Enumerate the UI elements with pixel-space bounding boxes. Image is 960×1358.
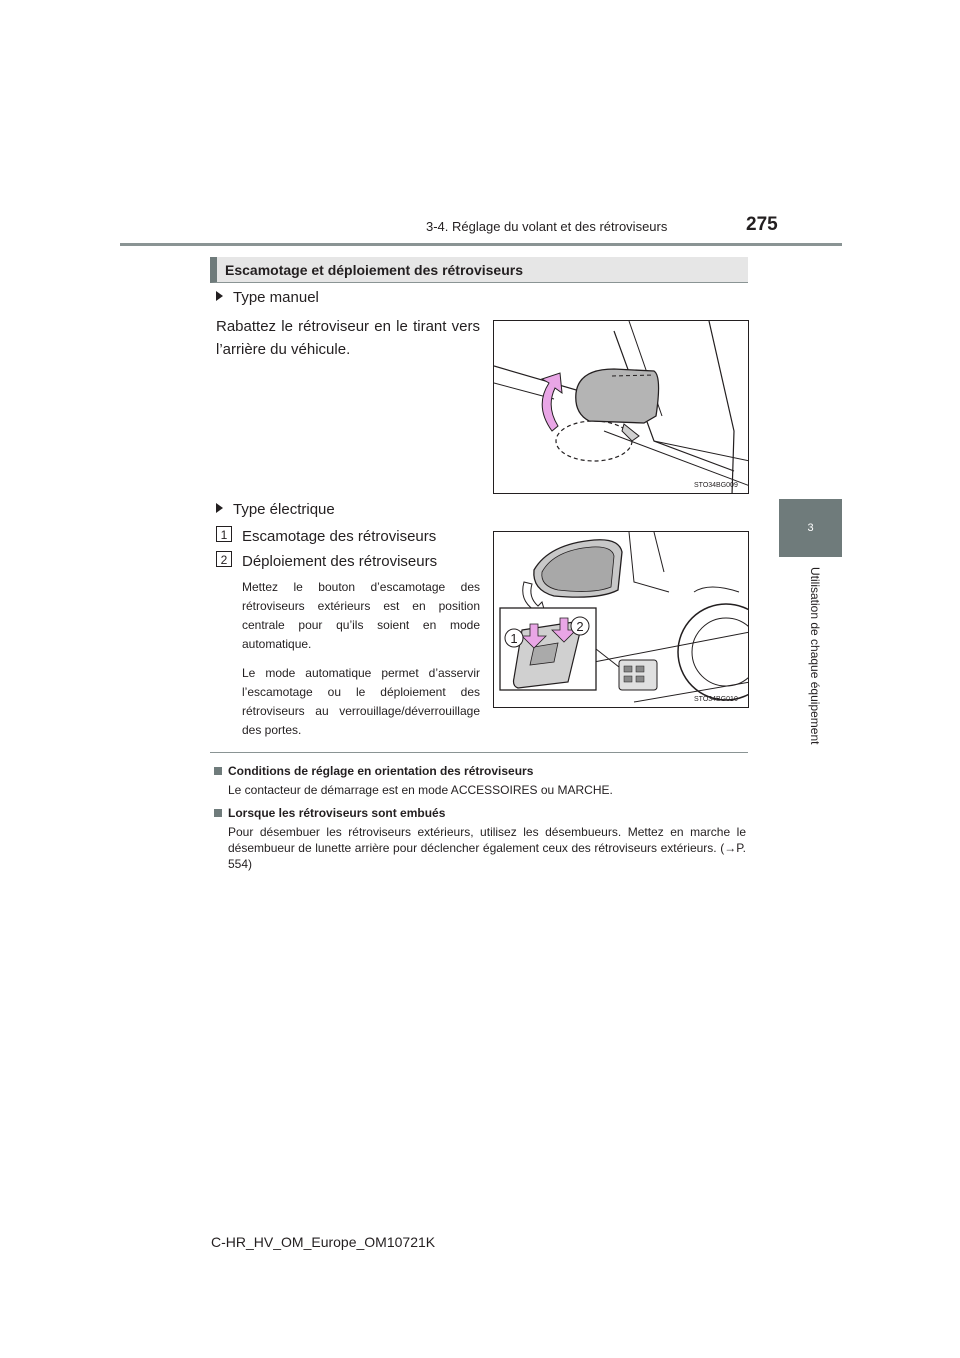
note-title-1 [214, 764, 533, 778]
chapter-tab[interactable]: 3 [779, 499, 842, 557]
header-divider [120, 243, 842, 246]
note-body-1: Le contacteur de démarrage est en mode ACCESSOIRES ou MARCHE. [228, 783, 613, 797]
electric-note-2: Le mode automatique permet d’asservir l’escamotage ou le déploiement des rétroviseurs au verrouillage/déverrouillage des portes. [242, 666, 480, 737]
electric-heading [216, 501, 335, 518]
step-number-1: 1 [216, 526, 232, 542]
section-title: Escamotage et déploiement des rétroviseurs [225, 262, 523, 278]
manual-mirror-figure [493, 320, 749, 494]
step-label-2: Déploiement des rétroviseurs [242, 553, 438, 570]
callout-2: 2 [576, 619, 584, 634]
electric-mirror-illustration [494, 532, 749, 708]
step-label-1: Escamotage des rétroviseurs [242, 528, 437, 545]
header-section-title: 3-4. Réglage du volant et des rétroviseurs [426, 219, 668, 234]
callout-1: 1 [510, 631, 518, 646]
page-number: 275 [746, 214, 778, 235]
figure-code: STO34BG009 [694, 482, 738, 489]
triangle-bullet-icon [216, 291, 223, 301]
note-body-2: Pour désembuer les rétroviseurs extérieurs, utilisez les désembueurs. Mettez en marche le désembueur de lunette arrière pour déclencher également ceux des rétroviseurs extérieurs. (→P. 554) [228, 825, 746, 871]
chapter-title: Utilisation de chaque équipement [808, 567, 822, 745]
electric-mirror-figure [493, 531, 749, 708]
manual-text: Rabattez le rétroviseur en le tirant vers l’arrière du véhicule. [216, 318, 480, 358]
manual-mirror-illustration [494, 321, 749, 494]
footer-code: C-HR_HV_OM_Europe_OM10721K [211, 1234, 436, 1250]
electric-heading-text: Type électrique [233, 501, 335, 518]
figure-code: STO34BG010 [694, 696, 738, 703]
note-title-1-text: Conditions de réglage en orientation des rétroviseurs [228, 764, 534, 778]
note-title-2 [214, 806, 445, 820]
chapter-label [808, 567, 822, 767]
manual-heading [216, 289, 319, 306]
triangle-bullet-icon [216, 503, 223, 513]
square-bullet-icon [214, 767, 222, 775]
manual-heading-text: Type manuel [233, 289, 319, 306]
step-number-2: 2 [216, 551, 232, 567]
square-bullet-icon [214, 809, 222, 817]
note-title-2-text: Lorsque les rétroviseurs sont embués [228, 806, 446, 820]
notes-divider [210, 752, 748, 753]
electric-note-1: Mettez le bouton d’escamotage des rétroviseurs extérieurs est en position centrale pour qu’ils soient en mode automatique. [242, 580, 480, 651]
